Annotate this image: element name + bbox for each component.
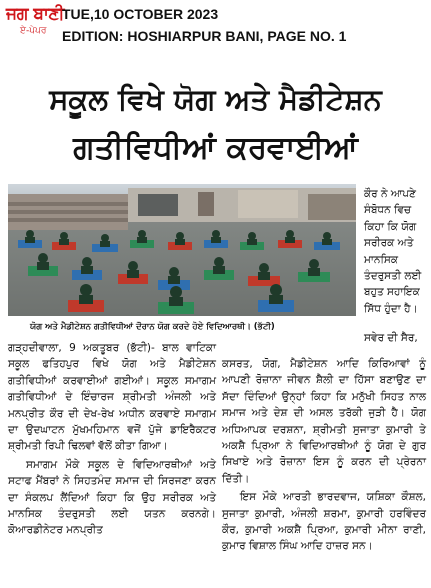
photo-caption: ਯੋਗ ਅਤੇ ਮੈਡੀਟੇਸ਼ਨ ਗਤੀਵਿਧੀਆਂ ਦੌਰਾਨ ਯੋਗ ਕਰਦੇ ਹੋਏ ਵਿਦਿਆਰਥੀ। (ਭੱਟੀ) — [30, 322, 275, 332]
article-side-text: ਕੌਰ ਨੇ ਆਪਣੇ ਸੰਬੋਧਨ ਵਿਚ ਕਿਹਾ ਕਿ ਯੋਗ ਸਰੀਰਕ ਅਤੇ ਮਾਨਸਿਕ ਤੰਦਰੁਸਤੀ ਲਈ ਬਹੁਤ ਸਹਾਇਕ ਸਿੱਧ ਹੁੰਦਾ ਹੈ। — [364, 188, 422, 315]
article-paragraph: ਕਸਰਤ, ਯੋਗ, ਮੈਡੀਟੇਸ਼ਨ ਆਦਿ ਕਿਰਿਆਵਾਂ ਨੂੰ ਆਪਣੀ ਰੋਜ਼ਾਨਾ ਜੀਵਨ ਸ਼ੈਲੀ ਦਾ ਹਿੱਸਾ ਬਣਾਉਣ ਦਾ ਸੱਦਾ ਦਿੰਦਿਆਂ ਉਨ੍ਹਾਂ ਕਿਹਾ ਕਿ ਮਨੁੱਖੀ ਸਿਹਤ ਨਾਲ ਸਮਾਜ ਅਤੇ ਦੇਸ਼ ਦੀ ਅਸਲ ਤਰੱਕੀ ਜੁੜੀ ਹੈ। ਯੋਗ ਅਧਿਆਪਕ ਦਰਸ਼ਨਾ, ਸ਼੍ਰੀਮਤੀ ਸੁਜਾਤਾ ਕੁਮਾਰੀ ਤੇ ਅਕਸ਼ੈ ਪ੍ਰਿਆ ਨੇ ਵਿਦਿਆਰਥੀਆਂ ਨੂੰ ਯੋਗ ਦੇ ਗੁਰ ਸਿਖਾਏ ਅਤੇ ਰੋਜ਼ਾਨਾ ਇਸ ਨੂੰ ਕਰਨ ਦੀ ਪ੍ਰੇਰਨਾ ਦਿੱਤੀ। — [222, 358, 426, 485]
article-side-column — [364, 186, 430, 317]
article-side-continuation: ਸਵੇਰ ਦੀ ਸੈਰ, — [364, 332, 418, 344]
article-photo — [8, 184, 356, 316]
issue-date: TUE,10 OCTOBER 2023 — [62, 6, 219, 22]
article-paragraph: ਗੜ੍ਹਦੀਵਾਲਾ, 9 ਅਕਤੂਬਰ (ਭੱਟੀ)- ਬਾਲ ਵਾਟਿਕਾ ਸਕੂਲ ਫਤਿਹਪੁਰ ਵਿਖੇ ਯੋਗ ਅਤੇ ਮੈਡੀਟੇਸ਼ਨ ਗਤੀਵਿਧੀਆਂ ਕਰਵਾਈਆਂ ਗਈਆਂ। ਸਕੂਲ ਸਮਾਗਮ ਗਤੀਵਿਧੀਆਂ ਦੇ ਇੰਚਾਰਜ ਸ਼੍ਰੀਮਤੀ ਅੰਜਲੀ ਅਤੇ ਮਨਪ੍ਰੀਤ ਕੌਰ ਦੀ ਦੇਖ-ਰੇਖ ਅਧੀਨ ਕਰਵਾਏ ਸਮਾਗਮ ਦਾ ਉਦਘਾਟਨ ਮੁੱਖਮਹਿਮਾਨ ਵਜੋਂ ਪੁੱਜੇ ਡਾਇਰੈਕਟਰ ਸ਼੍ਰੀਮਤੀ ਰਿਪੀ ਢਿਲਵਾਂ ਵੱਲੋਂ ਕੀਤਾ ਗਿਆ। — [8, 342, 216, 453]
masthead — [0, 0, 431, 52]
logo-text: ਜਗ ਬਾਣੀ — [6, 4, 65, 24]
article-paragraph: ਸਮਾਗਮ ਮੌਕੇ ਸਕੂਲ ਦੇ ਵਿਦਿਆਰਥੀਆਂ ਅਤੇ ਸਟਾਫ ਮੈਂਬਰਾਂ ਨੇ ਸਿਹਤਮੰਦ ਸਮਾਜ ਦੀ ਸਿਰਜਣਾ ਕਰਨ ਦਾ ਸੰਕਲਪ ਲੈਂਦਿਆਂ ਕਿਹਾ ਕਿ ਉਹ ਸਰੀਰਕ ਅਤੇ ਮਾਨਸਿਕ ਤੰਦਰੁਸਤੀ ਲਈ ਯਤਨ ਕਰਨਗੇ। ਕੋਆਰਡੀਨੇਟਰ ਮਨਪ੍ਰੀਤ — [8, 458, 216, 537]
article-column-right — [222, 356, 426, 557]
headline-line-1: ਸਕੂਲ ਵਿਖੇ ਯੋਗ ਅਤੇ ਮੈਡੀਟੇਸ਼ਨ — [49, 82, 382, 116]
article-column-left — [8, 340, 216, 541]
logo-subtext: ਏ-ਪੇਪਰ — [20, 26, 47, 36]
headline-line-2: ਗਤੀਵਿਧੀਆਂ ਕਰਵਾਈਆਂ — [73, 130, 358, 166]
edition-info: EDITION: HOSHIARPUR BANI, PAGE NO. 1 — [62, 28, 347, 44]
article-paragraph: ਇਸ ਮੌਕੇ ਆਰਤੀ ਭਾਰਦਵਾਜ, ਯਸ਼ਿਕਾ ਕੌਸ਼ਲ, ਸੁਜਾਤਾ ਕੁਮਾਰੀ, ਅੰਜਲੀ ਸ਼ਰਮਾ, ਕੁਮਾਰੀ ਹਰਵਿੰਦਰ ਕੌਰ, ਕੁਮਾਰੀ ਅਕਸ਼ੈ ਪ੍ਰਿਆ, ਕੁਮਾਰੀ ਮੀਨਾ ਰਾਣੀ, ਕੁਮਾਰ ਵਿਸ਼ਾਲ ਸਿੰਘ ਆਦਿ ਹਾਜ਼ਰ ਸਨ। — [222, 491, 426, 553]
newspaper-logo[interactable] — [6, 4, 65, 44]
